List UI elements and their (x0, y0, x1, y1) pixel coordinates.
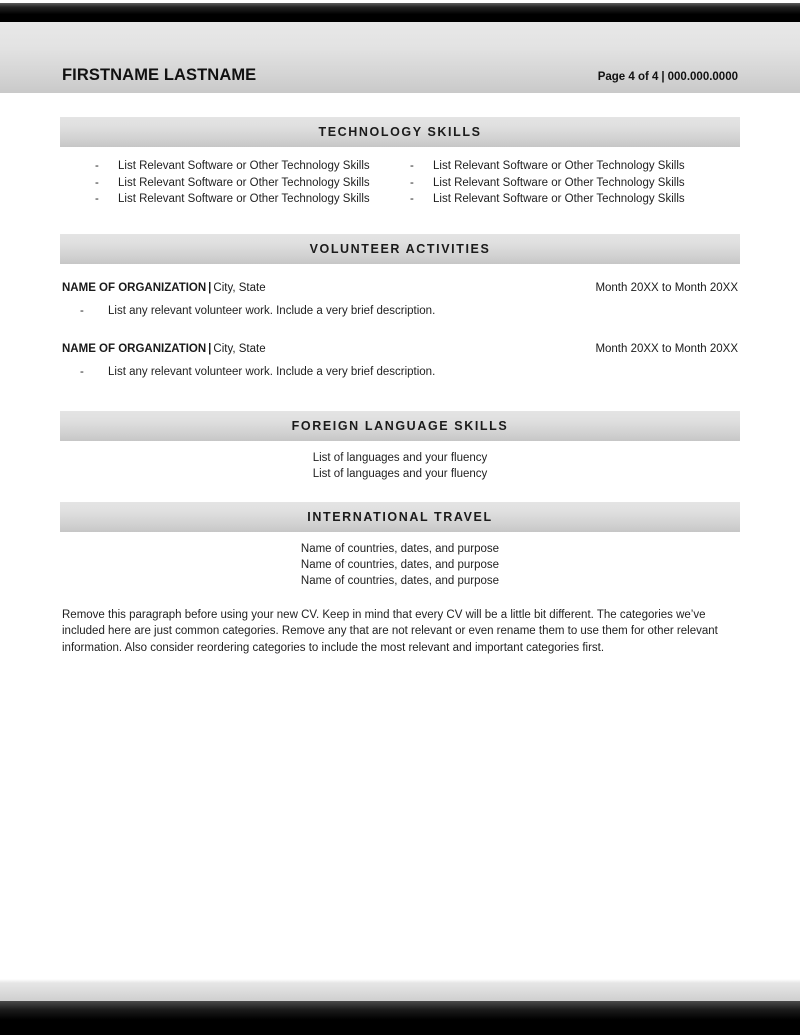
language-line: List of languages and your fluency (312, 467, 488, 480)
template-instruction-note: Remove this paragraph before using your new CV. Keep in mind that every CV will be a little bit different. The categories we’ve included here are just common categories. Remove any that are not relevant or even rename them to use them for other relevant information. Also consider reordering categories to include the most relevant and important categories first. (62, 608, 718, 654)
bullet-dash-icon: - (80, 366, 84, 378)
list-item-label: List Relevant Software or Other Technology Skills (118, 160, 370, 172)
list-item (405, 191, 740, 208)
organization-name: NAME OF ORGANIZATION (62, 281, 207, 294)
volunteer-entry-bullets (62, 297, 738, 320)
organization-location: City, State (213, 281, 266, 294)
section-title-volunteer-activities: VOLUNTEER ACTIVITIES (309, 241, 491, 256)
phone-number: 000.000.0000 (667, 71, 738, 83)
bullet-dash-icon: - (410, 176, 414, 189)
bullet-dash-icon: - (95, 193, 99, 205)
bullet-dash-icon: - (410, 160, 414, 172)
list-item (60, 191, 405, 208)
page-header-content (62, 66, 738, 92)
international-travel-lines (60, 532, 740, 589)
volunteer-entry-dates: Month 20XX to Month 20XX (595, 281, 738, 294)
list-item-label: List Relevant Software or Other Technology Skills (118, 193, 370, 205)
list-item-label: List Relevant Software or Other Technology Skills (433, 160, 685, 172)
section-header-foreign-language-skills (60, 411, 740, 441)
page-title: FIRSTNAME LASTNAME (62, 66, 257, 84)
travel-line: Name of countries, dates, and purpose (300, 558, 500, 571)
list-item-label: List Relevant Software or Other Technology Skills (118, 176, 370, 189)
volunteer-entry-bullets (62, 358, 738, 381)
list-item (60, 158, 405, 175)
heading-separator: | (208, 343, 212, 355)
section-title-technology-skills: TECHNOLOGY SKILLS (318, 125, 482, 139)
cv-content (0, 93, 800, 657)
bullet-dash-icon: - (410, 193, 414, 205)
list-item-label: List Relevant Software or Other Technology Skills (433, 176, 685, 189)
technology-skills-list (60, 147, 740, 208)
list-item-label: List any relevant volunteer work. Include a very brief description. (108, 304, 436, 317)
page-header-meta (598, 71, 738, 83)
list-item-label: List any relevant volunteer work. Include a very brief description. (108, 366, 436, 378)
list-item (62, 364, 738, 381)
section-header-international-travel (60, 502, 740, 532)
section-header-volunteer-activities (60, 234, 740, 264)
meta-separator: | (661, 71, 665, 83)
foreign-language-lines (60, 441, 740, 482)
travel-line: Name of countries, dates, and purpose (300, 542, 500, 555)
travel-line: Name of countries, dates, and purpose (300, 574, 500, 587)
volunteer-entry-heading (62, 280, 266, 297)
bullet-dash-icon: - (95, 160, 99, 172)
language-line: List of languages and your fluency (312, 451, 488, 464)
list-item-label: List Relevant Software or Other Technology Skills (433, 193, 685, 205)
heading-separator: | (208, 281, 212, 294)
list-item (405, 175, 740, 192)
section-title-foreign-language-skills: FOREIGN LANGUAGE SKILLS (291, 418, 509, 433)
organization-name: NAME OF ORGANIZATION (62, 343, 207, 355)
volunteer-entry-dates: Month 20XX to Month 20XX (595, 343, 738, 355)
volunteer-entry (62, 280, 738, 297)
list-item (60, 175, 405, 192)
page-number-label: Page 4 of 4 (597, 71, 659, 83)
list-item (405, 158, 740, 175)
bottom-black-accent-bar (0, 1001, 800, 1035)
list-item (62, 303, 738, 320)
volunteer-entry (62, 341, 738, 358)
section-header-technology-skills (60, 117, 740, 147)
page-footer-band (0, 979, 800, 1001)
organization-location: City, State (213, 343, 266, 355)
section-title-international-travel: INTERNATIONAL TRAVEL (307, 509, 493, 524)
volunteer-entry-heading (62, 341, 266, 358)
bullet-dash-icon: - (95, 176, 99, 189)
bullet-dash-icon: - (80, 304, 84, 317)
page-header-band (0, 22, 800, 93)
top-black-accent-bar (0, 3, 800, 22)
